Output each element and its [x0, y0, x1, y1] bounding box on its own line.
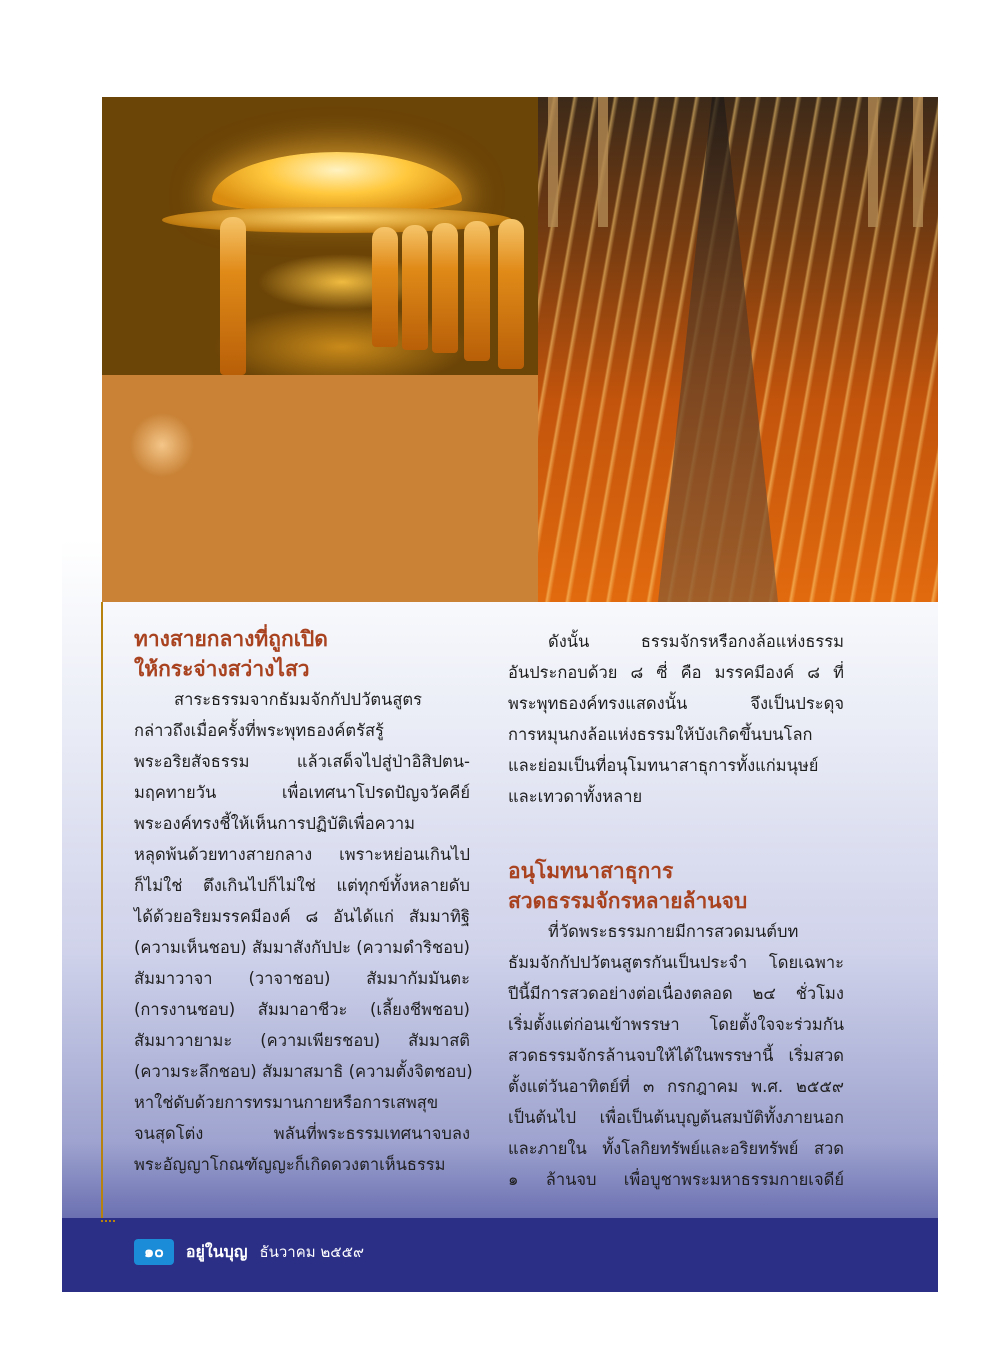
text-line: พระองค์ทรงชี้ให้เห็นการปฏิบัติเพื่อความ — [134, 814, 416, 833]
dome-image — [212, 152, 462, 212]
text-line: การหมุนกงล้อแห่งธรรมให้บังเกิดขึ้นบนโลก — [508, 725, 813, 744]
text-line: ธัมมจักกัปปวัตนสูตรกันเป็นประจำ โดยเฉพาะ — [508, 953, 844, 972]
text-line: ที่วัดพระธรรมกายมีการสวดมนต์บท — [548, 922, 799, 941]
monk-figure — [464, 221, 490, 361]
text-line: ๑ ล้านจบ เพื่อบูชาพระมหาธรรมกายเจดีย์ — [508, 1170, 844, 1189]
text-line: และภายใน ทั้งโลกิยทรัพย์และอริยทรัพย์ สวด — [508, 1139, 844, 1158]
text-line: กล่าวถึงเมื่อครั้งที่พระพุทธองค์ตรัสรู้ — [134, 721, 384, 740]
text-line: หลุดพ้นด้วยทางสายกลาง เพราะหย่อนเกินไป — [134, 845, 470, 864]
procession-aisle — [658, 97, 778, 602]
monk-figure — [498, 219, 524, 369]
text-line: อันประกอบด้วย ๘ ซี่ คือ มรรคมีองค์ ๘ ที่ — [508, 663, 844, 682]
text-line: ได้ด้วยอริยมรรคมีองค์ ๘ อันได้แก่ สัมมาทิฐิ — [134, 907, 470, 926]
issue-date: ธันวาคม ๒๕๕๙ — [259, 1243, 364, 1261]
text-line: พระอริยสัจธรรม แล้วเสด็จไปสู่ป่าอิสิปตน- — [134, 752, 470, 771]
panel-border — [101, 602, 103, 1218]
text-line: (การงานชอบ) สัมมาอาชีวะ (เลี้ยงชีพชอบ) — [134, 1000, 470, 1019]
text-line: พระพุทธองค์ทรงแสดงนั้น จึงเป็นประดุจ — [508, 694, 844, 713]
panel-corner-ornament — [101, 1208, 115, 1222]
text-line: เริ่มตั้งแต่ก่อนเข้าพรรษา โดยตั้งใจจะร่วมกัน — [508, 1015, 844, 1034]
monk-figure — [372, 227, 398, 347]
page-number-badge: ๑๐ — [134, 1239, 174, 1265]
photo-monks-lantern-procession — [538, 97, 938, 602]
heading-line: อนุโมทนาสาธุการ — [508, 859, 674, 883]
photo-dhammakaya-dome-night — [102, 97, 538, 375]
photo-monks-chanting — [102, 375, 538, 602]
hall-pillar — [548, 97, 558, 227]
section-spacer — [508, 812, 844, 856]
hall-pillar — [598, 97, 608, 227]
text-line: สัมมาวาจา (วาจาชอบ) สัมมากัมมันตะ — [134, 969, 470, 988]
text-line: สวดธรรมจักรล้านจบให้ได้ในพรรษานี้ เริ่มสวด — [508, 1046, 844, 1065]
text-line: หาใช่ดับด้วยการทรมานกายหรือการเสพสุข — [134, 1093, 439, 1112]
text-line: เป็นต้นไป เพื่อเป็นต้นบุญต้นสมบัติทั้งภายนอก — [508, 1108, 844, 1127]
page-footer — [134, 1238, 364, 1266]
text-line: พระอัญญาโกณฑัญญะก็เกิดดวงตาเห็นธรรม — [134, 1155, 446, 1174]
text-line: (ความเห็นชอบ) สัมมาสังกัปปะ (ความดำริชอบ) — [134, 938, 470, 957]
section-heading-middle-way — [134, 624, 470, 684]
text-line: มฤคทายวัน เพื่อเทศนาโปรดปัญจวัคคีย์ — [134, 783, 470, 802]
text-line: และเทวดาทั้งหลาย — [508, 787, 643, 806]
hall-pillar — [868, 97, 878, 227]
text-line: สาระธรรมจากธัมมจักกัปปวัตนสูตร — [174, 690, 422, 709]
section-heading-anumodana — [508, 856, 844, 916]
text-line: ดังนั้น ธรรมจักรหรือกงล้อแห่งธรรม — [548, 632, 844, 651]
heading-line: ให้กระจ่างสว่างไสว — [134, 657, 310, 681]
text-line: จนสุดโต่ง พลันที่พระธรรมเทศนาจบลง — [134, 1124, 470, 1143]
text-line: ก็ไม่ใช่ ตึงเกินไปก็ไม่ใช่ แต่ทุกข์ทั้งหลายดับ — [134, 876, 470, 895]
text-line: (ความระลึกชอบ) สัมมาสมาธิ (ความตั้งจิตชอบ) — [134, 1062, 473, 1081]
text-line: ปีนี้มีการสวดอย่างต่อเนื่องตลอด ๒๔ ชั่วโมง — [508, 984, 844, 1003]
intro-paragraph — [508, 626, 844, 812]
body-paragraph — [134, 684, 473, 1180]
right-column — [508, 626, 844, 1195]
left-column — [134, 624, 473, 1180]
text-line: ตั้งแต่วันอาทิตย์ที่ ๓ กรกฎาคม พ.ศ. ๒๕๕๙ — [508, 1077, 844, 1096]
heading-line: ทางสายกลางที่ถูกเปิด — [134, 627, 328, 651]
monk-figure — [220, 217, 246, 375]
dome-base-image — [162, 207, 512, 233]
text-line: และย่อมเป็นที่อนุโมทนาสาธุการทั้งแก่มนุษย์ — [508, 756, 819, 775]
text-line: สัมมาวายามะ (ความเพียรชอบ) สัมมาสติ — [134, 1031, 470, 1050]
heading-line: สวดธรรมจักรหลายล้านจบ — [508, 889, 748, 913]
magazine-name: อยู่ในบุญ — [185, 1241, 248, 1261]
monk-figure — [432, 223, 458, 353]
hall-pillar — [913, 97, 923, 227]
body-paragraph — [508, 916, 844, 1195]
monk-figure — [402, 225, 428, 350]
